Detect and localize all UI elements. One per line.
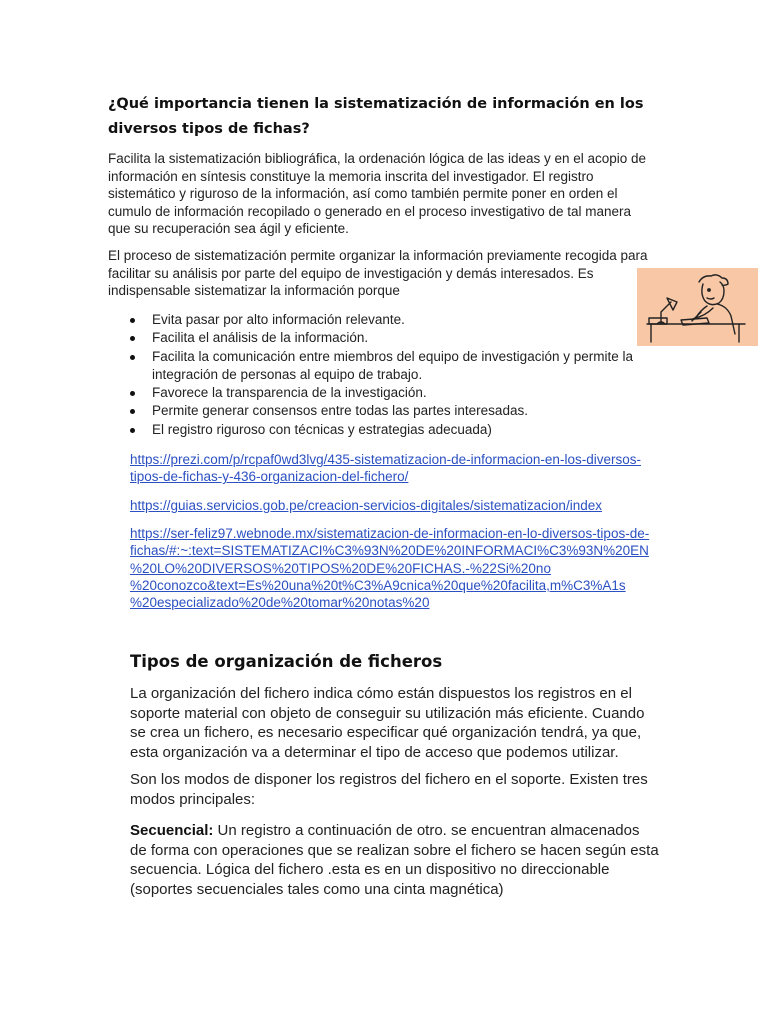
link-line[interactable]: https://prezi.com/p/rcpaf0wd3lvg/435-sistematizacion-de-informacion-en-los-diversos-: [130, 452, 641, 467]
section-heading: Tipos de organización de ficheros: [130, 652, 443, 671]
student-writing-clipart: [637, 268, 758, 346]
reasons-bullet-list: [128, 311, 633, 439]
paragraph-line: se crea un fichero, es necesario especificar qué organización tendrá, ya que,: [130, 724, 642, 741]
paragraph-line: soporte material con objeto de conseguir su utilización más eficiente. Cuando: [130, 704, 645, 722]
link-line[interactable]: https://ser-feliz97.webnode.mx/sistematizacion-de-informacion-en-lo-diversos-tipos-de-: [130, 526, 650, 541]
list-item: Favorece la transparencia de la investigación.: [128, 384, 633, 402]
link-line[interactable]: fichas/#:~:text=SISTEMATIZACI%C3%93N%20DE%20INFORMACI%C3%93N%20EN: [130, 543, 649, 559]
link-line[interactable]: %20conozco&text=Es%20una%20t%C3%A9cnica%20que%20facilita,m%C3%A1s: [130, 577, 626, 593]
bullet-icon: [130, 336, 135, 341]
list-item: Permite generar consensos entre todas las partes interesadas.: [128, 402, 633, 420]
link-line[interactable]: %20especializado%20de%20tomar%20notas%20: [130, 595, 430, 611]
paragraph-line: (soportes secuenciales tales como una cinta magnética): [130, 880, 504, 898]
paragraph-line: La organización del fichero indica cómo están dispuestos los registros en el: [130, 685, 632, 702]
paragraph-line: modos principales:: [130, 790, 256, 808]
bullet-icon: [130, 409, 135, 414]
paragraph-line: cumulo de información recopilado o generado en el proceso investigativo de tal manera: [108, 203, 632, 219]
heading-line: ¿Qué importancia tienen la sistematización de información en los: [108, 96, 644, 112]
sequential-paragraph: [130, 821, 670, 899]
list-item: Facilita el análisis de la información.: [128, 329, 633, 347]
paragraph-line: sistemático y riguroso de la información, así como también permite poner en orden el: [108, 186, 618, 201]
process-paragraph: [108, 247, 668, 300]
prezi-link[interactable]: [130, 451, 675, 486]
bullet-icon: [130, 428, 135, 433]
paragraph-line: información en síntesis constituye la memoria inscrita del investigador. El registro: [108, 168, 594, 184]
paragraph-line: El proceso de sistematización permite organizar la información previamente recogida para: [108, 248, 648, 263]
link-line[interactable]: https://guias.servicios.gob.pe/creacion-servicios-digitales/sistematizacion/index: [130, 498, 602, 513]
student-writing-icon: [637, 268, 758, 346]
paragraph-line: Facilita la sistematización bibliográfica, la ordenación lógica de las ideas y en el acopio de: [108, 151, 647, 166]
paragraph-line: secuencia. Lógica del fichero .esta es en un dispositivo no direccionable: [130, 861, 610, 878]
paragraph-line: que su recuperación sea ágil y eficiente.: [108, 221, 349, 236]
paragraph-line: indispensable sistematizar la información porque: [108, 283, 400, 298]
paragraph-line: de forma con operaciones que se realizan sobre el fichero se hacen según esta: [130, 841, 659, 859]
list-item: Evita pasar por alto información relevante.: [128, 311, 633, 329]
link-line[interactable]: %20LO%20DIVERSOS%20TIPOS%20DE%20FICHAS.-%22Si%20no: [130, 560, 551, 576]
paragraph-line: Son los modos de disponer los registros del fichero en el soporte. Existen tres: [130, 771, 648, 788]
paragraph-line: [130, 821, 670, 841]
modes-paragraph: [130, 770, 670, 809]
heading-line: diversos tipos de fichas?: [108, 121, 310, 137]
bullet-icon: [130, 355, 135, 360]
paragraph-line: facilitar su análisis por parte del equipo de investigación y demás interesados. Es: [108, 265, 594, 281]
list-item: Facilita la comunicación entre miembros del equipo de investigación y permite la: [128, 348, 633, 366]
organization-paragraph: [130, 684, 670, 762]
list-item: El registro riguroso con técnicas y estrategias adecuada): [128, 421, 633, 439]
intro-paragraph: [108, 150, 668, 238]
bullet-icon: [130, 318, 135, 323]
paragraph-line: esta organización va a determinar el tipo de acceso que podemos utilizar.: [130, 743, 619, 761]
list-item-continuation: integración de personas al equipo de trabajo.: [152, 366, 423, 382]
question-heading: [108, 92, 668, 142]
bullet-icon: [130, 391, 135, 396]
sequential-label: Secuencial:: [130, 822, 214, 839]
link-line[interactable]: tipos-de-fichas-y-436-organizacion-del-fichero/: [130, 469, 409, 485]
sequential-first-line: Un registro a continuación de otro. se encuentran almacenados: [213, 822, 640, 839]
webnode-link[interactable]: [130, 525, 675, 611]
guias-link[interactable]: [130, 497, 675, 514]
